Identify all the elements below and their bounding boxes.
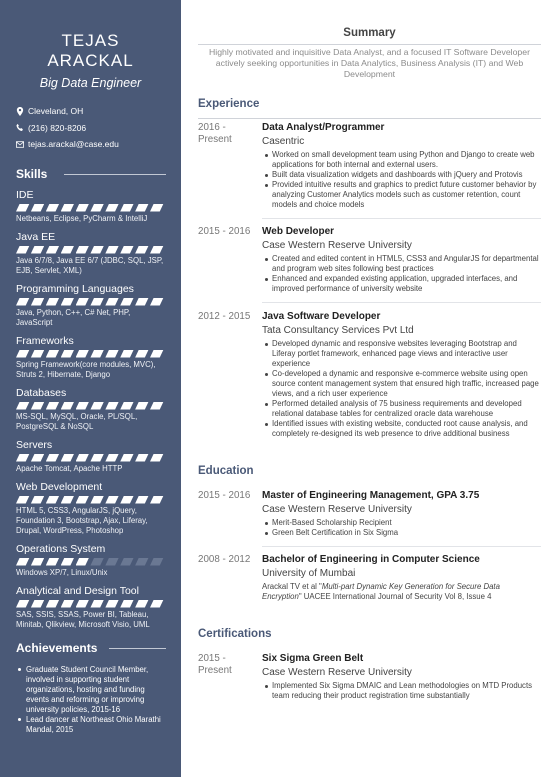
- entry-organization: Case Western Reserve University: [262, 240, 412, 251]
- skill-level-segment: [76, 600, 90, 608]
- entry-bullet: Identified issues with existing website, conducted root cause analysis, and completely re-designed its web presence to drive additional business: [262, 419, 541, 439]
- achievements-heading-rule: [109, 648, 166, 649]
- entry-bullet: Created and edited content in HTML5, CSS3 and AngularJS for departmental and program web sites following best practices: [262, 254, 541, 274]
- skill-level-bar: [16, 204, 165, 212]
- skill-level-segment: [150, 600, 164, 608]
- skill-level-bar: [16, 454, 165, 462]
- skill-level-segment: [150, 350, 164, 358]
- entry-title: Six Sigma Green Belt: [262, 653, 364, 664]
- skill-level-segment: [135, 558, 149, 566]
- skill-name: Web Development: [16, 480, 103, 493]
- skill-level-segment: [61, 246, 75, 254]
- skill-level-segment: [120, 350, 134, 358]
- skill-level-segment: [31, 496, 45, 504]
- skill-level-segment: [105, 298, 119, 306]
- skill-level-bar: [16, 558, 165, 566]
- skill-level-segment: [16, 204, 30, 212]
- certifications-heading: Certifications: [198, 628, 272, 640]
- entry-divider: [262, 218, 541, 219]
- skill-item: [16, 284, 165, 328]
- skill-level-segment: [31, 558, 45, 566]
- experience-heading: Experience: [198, 98, 260, 110]
- skill-name: IDE: [16, 188, 34, 201]
- skill-level-bar: [16, 600, 165, 608]
- skill-detail: HTML 5, CSS3, AngularJS, jQuery, Foundation 3, Bootstrap, Ajax, Liferay, Drupal, WordPress, Photoshop: [16, 505, 148, 535]
- experience-rule: [198, 118, 541, 119]
- entry-body: [262, 653, 541, 701]
- entry-bullet: Enhanced and expanded existing application, upgraded interfaces, and improved performance of university website: [262, 274, 541, 294]
- skill-level-segment: [135, 298, 149, 306]
- entry-date: 2012 - 2015: [198, 311, 251, 322]
- skill-level-segment: [31, 600, 45, 608]
- entry-bullet: Merit-Based Scholarship Recipient: [262, 518, 541, 528]
- entry-organization: Casentric: [262, 136, 305, 147]
- skill-level-segment: [120, 600, 134, 608]
- skill-level-segment: [135, 246, 149, 254]
- skill-level-segment: [135, 204, 149, 212]
- entry-bullet: Performed detailed analysis of 75 business requirements and developed relational database tables for centralized oracle data warehouse: [262, 399, 541, 419]
- skill-level-segment: [46, 246, 60, 254]
- entry-publication: [262, 582, 541, 602]
- skill-level-segment: [150, 298, 164, 306]
- skill-level-segment: [76, 402, 90, 410]
- skill-level-segment: [120, 558, 134, 566]
- skill-level-segment: [16, 454, 30, 462]
- entry-divider: [262, 546, 541, 547]
- entry-body: [262, 226, 541, 294]
- entry-date: 2008 - 2012: [198, 554, 251, 565]
- entry-experience: [198, 311, 541, 439]
- certifications-list: [198, 653, 541, 701]
- skill-level-segment: [150, 402, 164, 410]
- skill-level-segment: [90, 496, 104, 504]
- summary-heading: Summary: [343, 27, 396, 39]
- skill-level-segment: [120, 496, 134, 504]
- entry-organization: Tata Consultancy Services Pvt Ltd: [262, 325, 414, 336]
- skill-level-segment: [31, 454, 45, 462]
- skill-item: [16, 190, 165, 224]
- contact-email: [16, 136, 165, 153]
- skill-level-bar: [16, 350, 165, 358]
- skill-item: [16, 586, 165, 630]
- skill-level-segment: [135, 496, 149, 504]
- skill-name: Databases: [16, 386, 67, 399]
- entry-experience: [198, 122, 541, 210]
- skill-level-segment: [61, 350, 75, 358]
- skill-level-bar: [16, 246, 165, 254]
- skill-item: [16, 388, 165, 432]
- contact-location: [16, 103, 165, 120]
- skill-level-segment: [150, 204, 164, 212]
- contact-info: [16, 103, 165, 153]
- entry-title: Master of Engineering Management, GPA 3.75: [262, 490, 480, 501]
- skill-level-segment: [61, 600, 75, 608]
- entry-bullet: Green Belt Certification in Six Sigma: [262, 528, 541, 538]
- skill-item: [16, 336, 165, 380]
- skills-heading: Skills: [16, 167, 165, 181]
- skill-level-segment: [76, 496, 90, 504]
- entry-organization: University of Mumbai: [262, 568, 356, 579]
- summary-text: Highly motivated and inquisitive Data Analyst, and a focused IT Software Developer actively seeking opportunities in Data Analytics, Business Analysis (IT) and Web Development: [209, 47, 530, 79]
- entry-body: [262, 490, 541, 538]
- skill-level-segment: [105, 246, 119, 254]
- entry-bullets: [262, 150, 541, 210]
- skill-name: Analytical and Design Tool: [16, 584, 139, 597]
- skill-level-bar: [16, 402, 165, 410]
- skill-level-segment: [150, 454, 164, 462]
- skill-level-segment: [120, 204, 134, 212]
- skill-level-segment: [46, 298, 60, 306]
- skill-item: [16, 232, 165, 276]
- phone-icon: [16, 123, 24, 132]
- education-list: [198, 490, 541, 602]
- entry-body: [262, 554, 541, 602]
- entry-title: Bachelor of Engineering in Computer Science: [262, 554, 480, 565]
- main-content: [198, 0, 541, 777]
- skill-level-segment: [120, 454, 134, 462]
- entry-organization: Case Western Reserve University: [262, 504, 412, 515]
- skill-level-segment: [16, 558, 30, 566]
- entry-certifications: [198, 653, 541, 701]
- skill-level-segment: [46, 402, 60, 410]
- skill-detail: Windows XP/7, Linux/Unix: [16, 567, 108, 577]
- entry-experience: [198, 226, 541, 294]
- skill-level-segment: [46, 558, 60, 566]
- skill-level-segment: [105, 350, 119, 358]
- entry-organization: Case Western Reserve University: [262, 667, 412, 678]
- achievements-heading: Achievements: [16, 641, 165, 655]
- location-text: Cleveland, OH: [28, 106, 84, 117]
- skill-level-segment: [76, 454, 90, 462]
- skill-level-segment: [31, 246, 45, 254]
- entry-date: 2015 - 2016: [198, 490, 251, 501]
- entry-title: Data Analyst/Programmer: [262, 122, 385, 133]
- publication-suffix: " UACEE International Journal of Security Vol 8, Issue 4: [298, 592, 492, 601]
- achievement-item: Lead dancer at Northeast Ohio Marathi Mandal, 2015: [16, 715, 165, 735]
- skill-level-segment: [46, 496, 60, 504]
- entry-date: 2015 - 2016: [198, 226, 251, 237]
- skill-level-segment: [105, 600, 119, 608]
- skill-level-segment: [46, 204, 60, 212]
- skill-level-segment: [120, 298, 134, 306]
- sidebar: [0, 0, 181, 777]
- skill-item: [16, 440, 165, 474]
- skill-detail: Java, Python, C++, C# Net, PHP, JavaScript: [16, 307, 131, 327]
- skill-detail: SAS, SSIS, SSAS, Power BI, Tableau, Minitab, Qlikview, Microsoft Visio, UML: [16, 609, 150, 629]
- skill-level-bar: [16, 496, 165, 504]
- publication-prefix: Arackal TV et al ": [262, 582, 322, 591]
- summary-rule: [198, 44, 541, 45]
- skill-level-segment: [76, 298, 90, 306]
- skill-level-segment: [105, 496, 119, 504]
- skill-level-segment: [150, 246, 164, 254]
- skill-detail: Java 6/7/8, Java EE 6/7 (JDBC, SQL, JSP, EJB, Servlet, XML): [16, 255, 164, 275]
- entry-education: [198, 490, 541, 538]
- skill-level-segment: [76, 350, 90, 358]
- skill-level-bar: [16, 298, 165, 306]
- skill-level-segment: [105, 402, 119, 410]
- skill-level-segment: [16, 402, 30, 410]
- skill-detail: Netbeans, Eclipse, PyCharm & IntelliJ: [16, 213, 148, 223]
- entry-bullets: [262, 681, 541, 701]
- skill-level-segment: [135, 600, 149, 608]
- entry-bullets: [262, 518, 541, 538]
- skill-level-segment: [105, 454, 119, 462]
- skill-level-segment: [105, 558, 119, 566]
- skill-level-segment: [61, 454, 75, 462]
- skill-level-segment: [76, 204, 90, 212]
- skill-level-segment: [31, 350, 45, 358]
- entry-bullets: [262, 339, 541, 439]
- contact-phone: [16, 120, 165, 137]
- skill-level-segment: [120, 402, 134, 410]
- envelope-icon: [16, 140, 24, 149]
- skill-level-segment: [16, 298, 30, 306]
- skill-level-segment: [90, 298, 104, 306]
- phone-text: (216) 820-8206: [28, 122, 87, 133]
- entry-date: 2015 - Present: [198, 653, 232, 676]
- entry-divider: [262, 302, 541, 303]
- skill-level-segment: [16, 350, 30, 358]
- entry-bullets: [262, 254, 541, 294]
- skill-level-segment: [76, 246, 90, 254]
- skill-level-segment: [16, 496, 30, 504]
- publication-title: Multi-part Dynamic Key Generation for Secure Data Encryption: [262, 582, 500, 601]
- skill-level-segment: [135, 454, 149, 462]
- entry-bullet: Built data visualization widgets and dashboards with jQuery and Protovis: [262, 170, 541, 180]
- skill-level-segment: [16, 600, 30, 608]
- skills-list: [16, 190, 165, 630]
- skill-level-segment: [90, 246, 104, 254]
- skill-name: Servers: [16, 438, 53, 451]
- skill-level-segment: [90, 600, 104, 608]
- skill-level-segment: [61, 298, 75, 306]
- skill-level-segment: [61, 402, 75, 410]
- skill-level-segment: [61, 496, 75, 504]
- entry-bullet: Developed dynamic and responsive websites leveraging Bootstrap and Liferay portlet framework, enhanced page views and interactive user experience: [262, 339, 541, 369]
- skill-level-segment: [46, 600, 60, 608]
- achievements-list: [16, 665, 165, 735]
- location-pin-icon: [16, 107, 24, 116]
- skill-level-segment: [150, 558, 164, 566]
- experience-list: [198, 122, 541, 439]
- skill-level-segment: [90, 454, 104, 462]
- skill-level-segment: [135, 350, 149, 358]
- skill-level-segment: [61, 558, 75, 566]
- entry-title: Web Developer: [262, 226, 335, 237]
- skill-level-segment: [31, 298, 45, 306]
- achievement-item: Graduate Student Council Member, involved in supporting student organizations, hosting and funding events and reforming or improving university policies, 2015-16: [16, 665, 165, 715]
- skill-level-segment: [120, 246, 134, 254]
- skill-level-segment: [61, 204, 75, 212]
- education-heading: Education: [198, 465, 254, 477]
- entry-title: Java Software Developer: [262, 311, 381, 322]
- skill-name: Operations System: [16, 542, 106, 555]
- skill-level-segment: [90, 350, 104, 358]
- skill-name: Java EE: [16, 230, 56, 243]
- skill-level-segment: [90, 402, 104, 410]
- email-text: tejas.arackal@case.edu: [28, 139, 119, 150]
- skill-level-segment: [16, 246, 30, 254]
- candidate-name: TEJAS ARACKAL: [47, 31, 134, 70]
- skill-level-segment: [76, 558, 90, 566]
- skill-name: Frameworks: [16, 334, 74, 347]
- skill-detail: Spring Framework(core modules, MVC), Struts 2, Hibernate, Django: [16, 359, 156, 379]
- skill-detail: Apache Tomcat, Apache HTTP: [16, 463, 123, 473]
- skill-name: Programming Languages: [16, 282, 134, 295]
- skill-level-segment: [90, 558, 104, 566]
- skill-level-segment: [135, 402, 149, 410]
- skill-level-segment: [150, 496, 164, 504]
- skill-level-segment: [31, 204, 45, 212]
- candidate-title: Big Data Engineer: [39, 76, 142, 90]
- entry-bullet: Provided intuitive results and graphics to predict future customer behavior by analyzing Customer Analytics models such as customer retention, count models and choice models: [262, 180, 541, 210]
- entry-bullet: Worked on small development team using Python and Django to create web applications for both internal and external users.: [262, 150, 541, 170]
- skill-detail: MS-SQL, MySQL, Oracle, PL/SQL, PostgreSQL & NoSQL: [16, 411, 138, 431]
- skills-heading-rule: [64, 174, 166, 175]
- entry-bullet: Co-developed a dynamic and responsive e-commerce website using open source content management system that ensured high traffic, increased page views, and a rich user experience: [262, 369, 541, 399]
- skill-item: [16, 482, 165, 536]
- skill-level-segment: [46, 454, 60, 462]
- skill-level-segment: [105, 204, 119, 212]
- skill-level-segment: [31, 402, 45, 410]
- skill-level-segment: [90, 204, 104, 212]
- entry-body: [262, 311, 541, 439]
- entry-body: [262, 122, 541, 210]
- entry-date: 2016 - Present: [198, 122, 232, 145]
- entry-education: [198, 554, 541, 602]
- entry-bullet: Implemented Six Sigma DMAIC and Lean methodologies on MTD Products team reducing their product registration time substantially: [262, 681, 541, 701]
- skill-item: [16, 544, 165, 578]
- skill-level-segment: [46, 350, 60, 358]
